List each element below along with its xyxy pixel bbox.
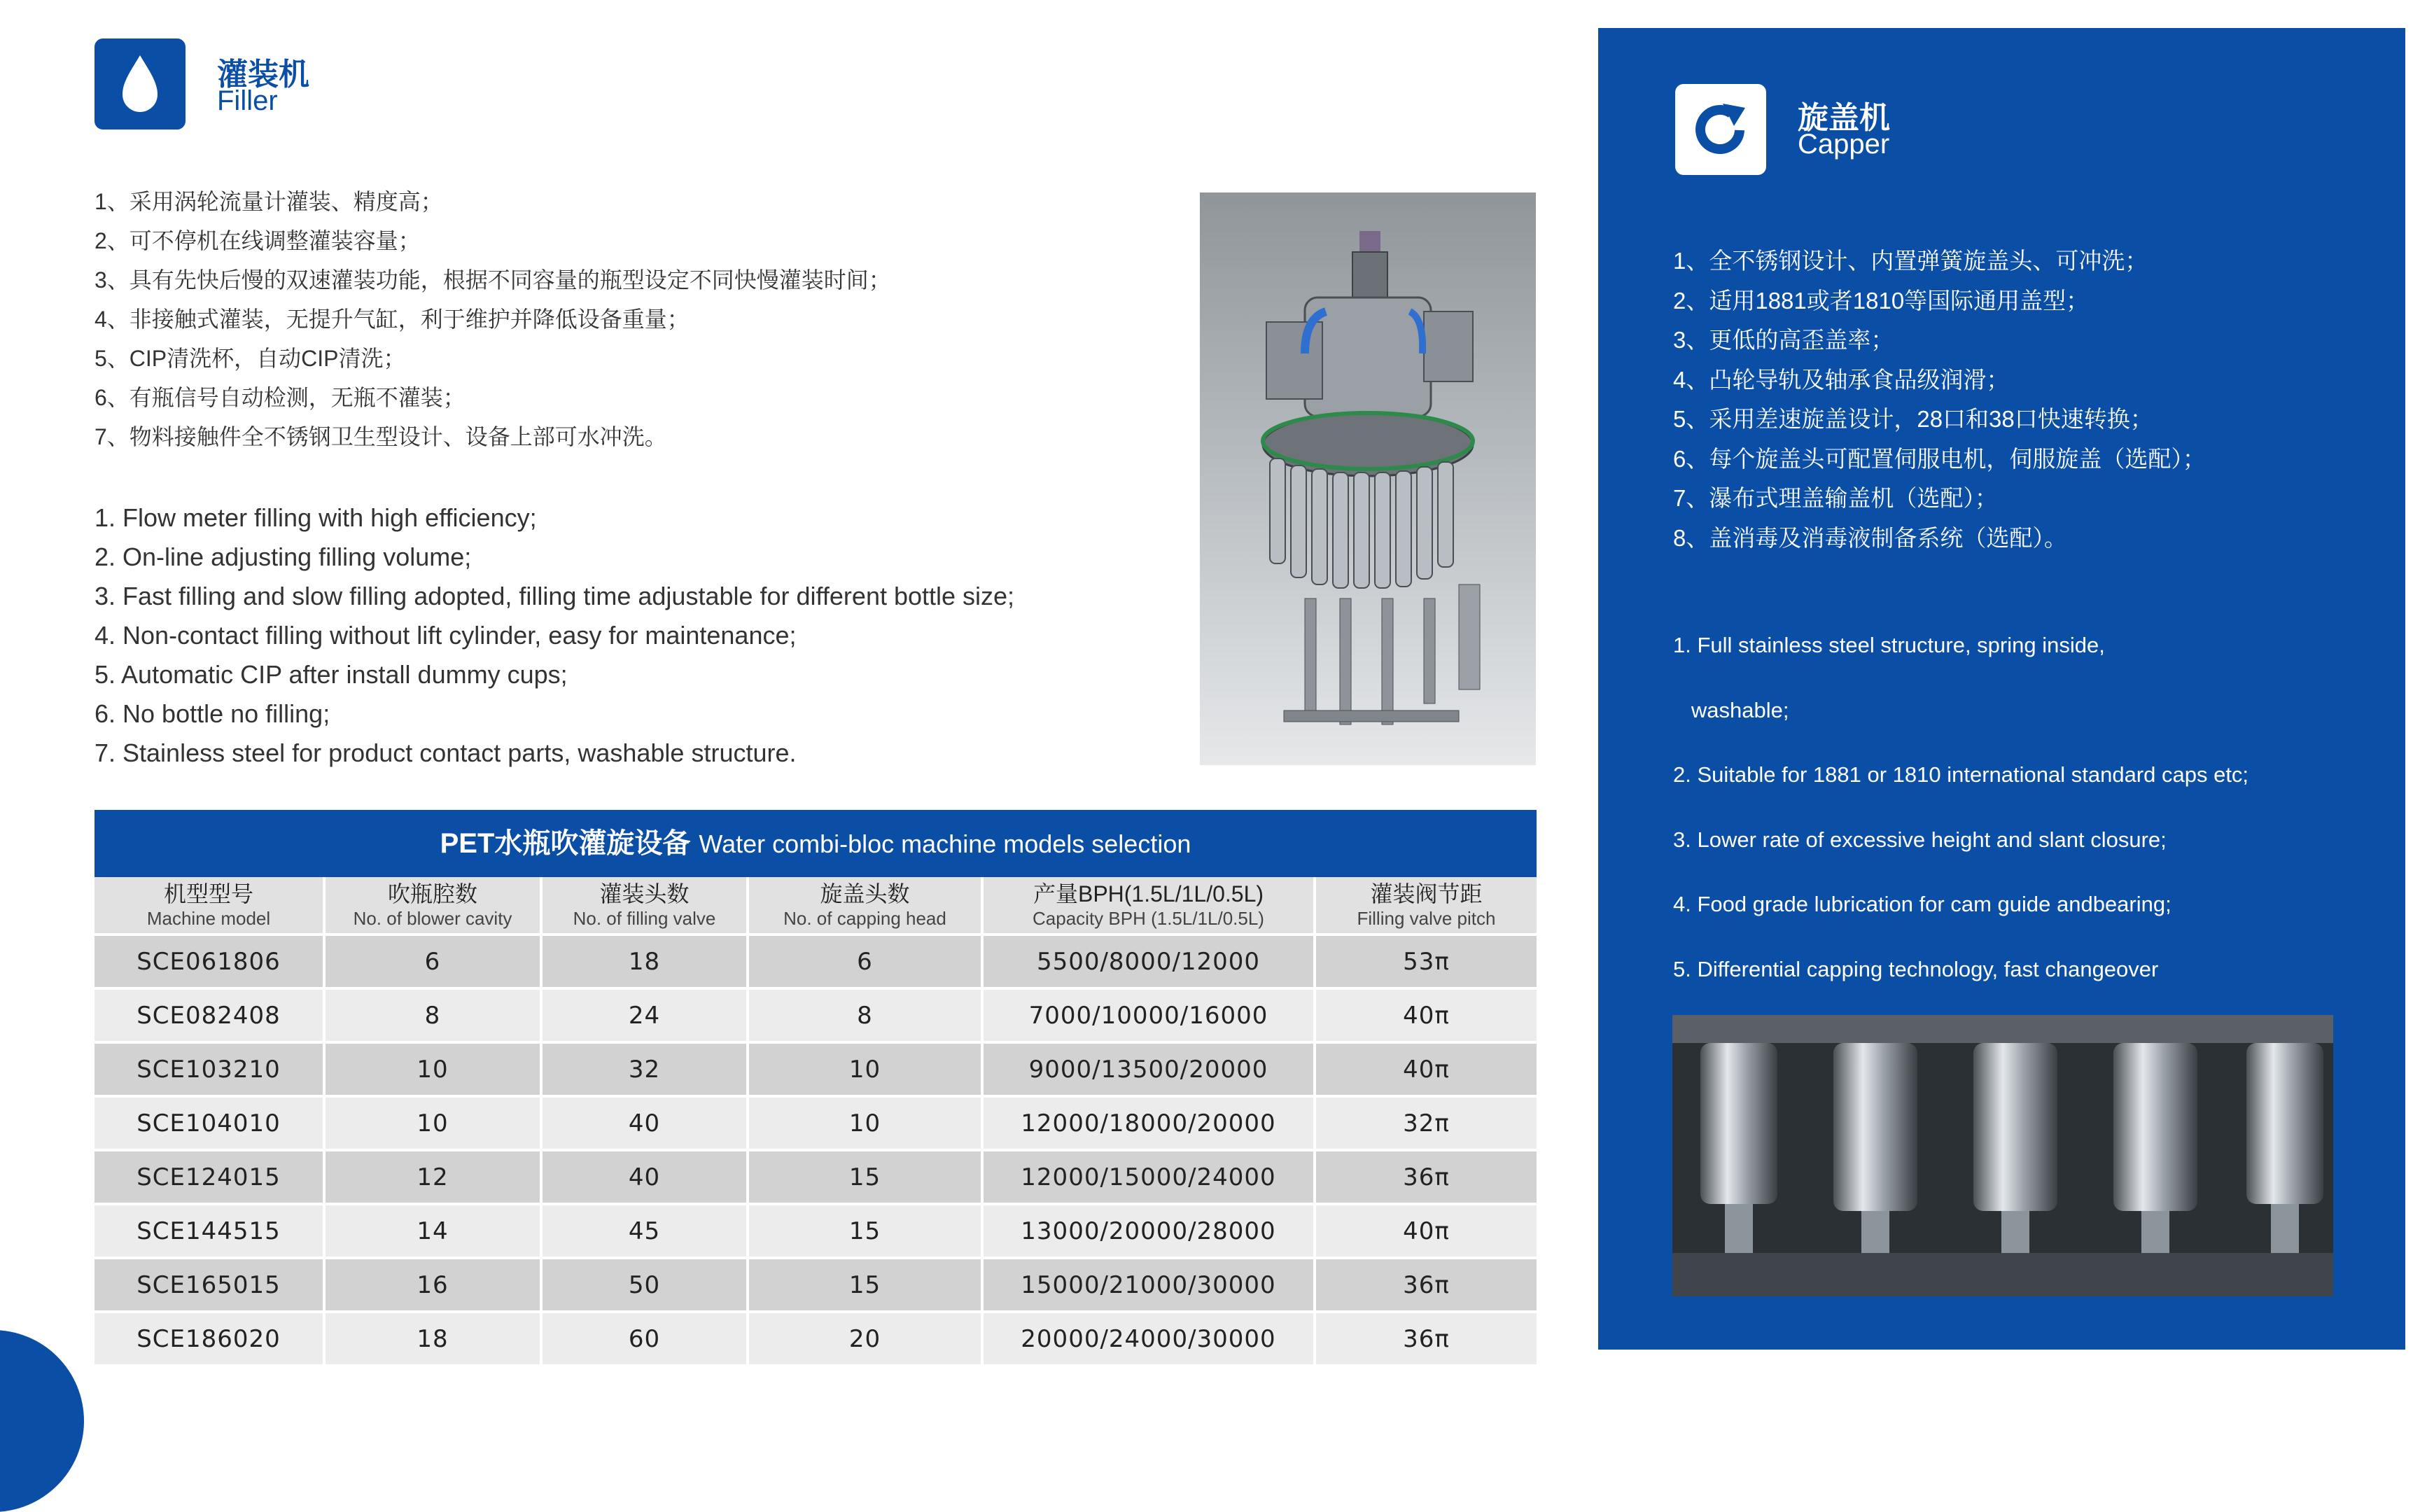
capper-feature-cn-2: 2、适用1881或者1810等国际通用盖型； (1673, 287, 2090, 314)
capper-feature-cn-3: 3、更低的高歪盖率； (1673, 327, 1894, 353)
cell-filling: 50 (543, 1259, 749, 1313)
capper-feature-en-2: 2. Suitable for 1881 or 1810 international standard caps etc; (1673, 762, 2249, 787)
cell-pitch: 40π (1316, 1205, 1537, 1259)
cell-model: SCE124015 (95, 1152, 326, 1205)
col-header-pitch: 灌装阀节距 Filling valve pitch (1316, 877, 1537, 936)
cell-capping: 10 (749, 1098, 984, 1152)
filler-title-en: Filler (217, 85, 278, 116)
cell-blower: 14 (326, 1205, 543, 1259)
filler-feature-en-3: 3. Fast filling and slow filling adopted, filling time adjustable for different bottle size; (95, 582, 1015, 610)
capper-feature-cn-4: 4、凸轮导轨及轴承食品级润滑； (1673, 366, 2010, 393)
cell-filling: 40 (543, 1152, 749, 1205)
cell-capping: 10 (749, 1044, 984, 1098)
cell-pitch: 53π (1316, 936, 1537, 990)
cell-filling: 60 (543, 1313, 749, 1367)
capper-feature-cn-1: 1、全不锈钢设计、内置弹簧旋盖头、可冲洗； (1673, 248, 2148, 274)
cell-model: SCE103210 (95, 1044, 326, 1098)
capper-title-cn: 旋盖机 (1798, 101, 1890, 135)
cell-capacity: 7000/10000/16000 (984, 990, 1316, 1044)
cell-capping: 8 (749, 990, 984, 1044)
filler-feature-cn-2: 2、可不停机在线调整灌装容量； (95, 228, 421, 253)
filler-feature-cn-3: 3、具有先快后慢的双速灌装功能，根据不同容量的瓶型设定不同快慢灌装时间； (95, 267, 891, 293)
cell-filling: 45 (543, 1205, 749, 1259)
cell-pitch: 40π (1316, 990, 1537, 1044)
cell-capacity: 20000/24000/30000 (984, 1313, 1316, 1367)
filler-feature-en-5: 5. Automatic CIP after install dummy cups; (95, 660, 568, 689)
filler-feature-en-1: 1. Flow meter filling with high efficiency; (95, 503, 537, 532)
models-table (95, 810, 1537, 1367)
cell-blower: 12 (326, 1152, 543, 1205)
cell-model: SCE104010 (95, 1098, 326, 1152)
capper-feature-en-5: 5. Differential capping technology, fast changeover (1673, 956, 2159, 981)
water-drop-icon (95, 38, 186, 130)
cell-capacity: 13000/20000/28000 (984, 1205, 1316, 1259)
table-row (95, 936, 1537, 990)
cell-capping: 15 (749, 1259, 984, 1313)
capper-feature-en-3: 3. Lower rate of excessive height and slant closure; (1673, 827, 2167, 852)
capper-feature-cn-8: 8、盖消毒及消毒液制备系统（选配）。 (1673, 524, 2067, 551)
cell-blower: 18 (326, 1313, 543, 1367)
cell-model: SCE082408 (95, 990, 326, 1044)
capping-heads-photo (1672, 1015, 2333, 1296)
cell-capping: 15 (749, 1152, 984, 1205)
filler-title-cn: 灌装机 (217, 57, 309, 92)
filler-feature-cn-7: 7、物料接触件全不锈钢卫生型设计、设备上部可水冲洗。 (95, 424, 667, 449)
cell-filling: 18 (543, 936, 749, 990)
cell-model: SCE061806 (95, 936, 326, 990)
col-header-model: 机型型号 Machine model (95, 877, 326, 936)
cell-pitch: 32π (1316, 1098, 1537, 1152)
filler-machine-render (1200, 192, 1536, 765)
filler-feature-en-2: 2. On-line adjusting filling volume; (95, 542, 472, 571)
cell-model: SCE165015 (95, 1259, 326, 1313)
capper-feature-en-1-cont: washable; (1673, 697, 1789, 722)
cell-blower: 8 (326, 990, 543, 1044)
cell-model: SCE186020 (95, 1313, 326, 1367)
table-row (95, 1044, 1537, 1098)
cell-capping: 20 (749, 1313, 984, 1367)
cell-capping: 15 (749, 1205, 984, 1259)
filler-machine-illustration (1200, 192, 1536, 765)
capper-feature-en-1: 1. Full stainless steel structure, spring inside, (1673, 633, 2105, 657)
filler-feature-cn-4: 4、非接触式灌装，无提升气缸，利于维护并降低设备重量； (95, 307, 690, 332)
cell-capping: 6 (749, 936, 984, 990)
col-header-capacity: 产量BPH(1.5L/1L/0.5L) Capacity BPH (1.5L/1L/0.5L) (984, 877, 1316, 936)
cell-filling: 40 (543, 1098, 749, 1152)
filler-icon-box (95, 38, 186, 130)
capper-feature-cn-7: 7、瀑布式理盖输盖机（选配）； (1673, 485, 1998, 511)
cell-blower: 6 (326, 936, 543, 990)
table-row (95, 1152, 1537, 1205)
table-row (95, 1205, 1537, 1259)
cell-filling: 32 (543, 1044, 749, 1098)
table-title-en: Water combi-bloc machine models selection (699, 830, 1191, 858)
table-header-row (95, 877, 1537, 936)
cell-capacity: 15000/21000/30000 (984, 1259, 1316, 1313)
rotate-arrow-icon (1675, 84, 1766, 175)
capper-feature-en-4: 4. Food grade lubrication for cam guide andbearing; (1673, 892, 2171, 916)
cell-blower: 16 (326, 1259, 543, 1313)
col-header-filling: 灌装头数 No. of filling valve (543, 877, 749, 936)
table-row (95, 1098, 1537, 1152)
cell-blower: 10 (326, 1098, 543, 1152)
col-header-capping: 旋盖头数 No. of capping head (749, 877, 984, 936)
filler-feature-en-6: 6. No bottle no filling; (95, 699, 330, 728)
filler-feature-en-4: 4. Non-contact filling without lift cylinder, easy for maintenance; (95, 621, 797, 650)
col-header-blower: 吹瓶腔数 No. of blower cavity (326, 877, 543, 936)
cell-model: SCE144515 (95, 1205, 326, 1259)
capper-feature-cn-5: 5、采用差速旋盖设计，28口和38口快速转换； (1673, 406, 2153, 432)
capper-features-cn (1673, 241, 2206, 558)
cell-pitch: 36π (1316, 1259, 1537, 1313)
capper-feature-cn-6: 6、每个旋盖头可配置伺服电机，伺服旋盖（选配）； (1673, 445, 2206, 472)
filler-features-cn (95, 182, 891, 456)
cell-capacity: 5500/8000/12000 (984, 936, 1316, 990)
cell-capacity: 9000/13500/20000 (984, 1044, 1316, 1098)
cell-pitch: 36π (1316, 1313, 1537, 1367)
table-row (95, 990, 1537, 1044)
capper-title-en: Capper (1798, 129, 1890, 160)
cell-blower: 10 (326, 1044, 543, 1098)
table-row (95, 1313, 1537, 1367)
filler-features-en (95, 498, 1014, 773)
filler-feature-en-7: 7. Stainless steel for product contact parts, washable structure. (95, 738, 797, 767)
capper-icon-box (1675, 84, 1766, 175)
cell-capacity: 12000/15000/24000 (984, 1152, 1316, 1205)
capping-heads-illustration (1672, 1015, 2333, 1296)
cell-pitch: 40π (1316, 1044, 1537, 1098)
table-row (95, 1259, 1537, 1313)
filler-feature-cn-1: 1、采用涡轮流量计灌装、精度高； (95, 189, 443, 214)
filler-feature-cn-5: 5、CIP清洗杯，自动CIP清洗； (95, 346, 406, 371)
cell-filling: 24 (543, 990, 749, 1044)
filler-feature-cn-6: 6、有瓶信号自动检测，无瓶不灌装； (95, 385, 466, 410)
table-title (95, 810, 1537, 877)
cell-pitch: 36π (1316, 1152, 1537, 1205)
capper-panel (1598, 28, 2405, 1350)
decorative-corner-circle (0, 1330, 84, 1512)
cell-capacity: 12000/18000/20000 (984, 1098, 1316, 1152)
table-title-cn: PET水瓶吹灌旋设备 (440, 828, 691, 859)
models-table-grid (95, 877, 1537, 1367)
